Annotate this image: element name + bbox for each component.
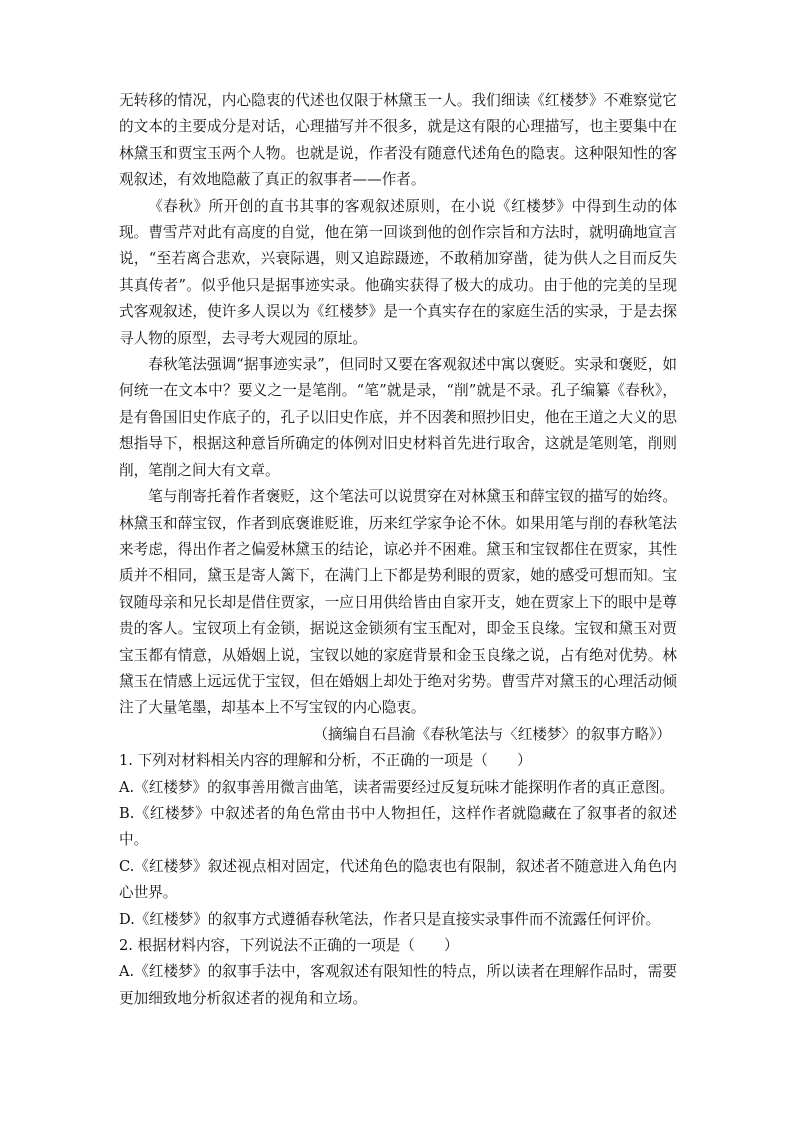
article-source: （摘编自石昌渝《春秋笔法与〈红楼梦〉的叙事方略》）	[313, 725, 671, 743]
question-1-option-d: D.《红楼梦》的叙事方式遵循春秋笔法，作者只是直接实录事件而不流露任何评价。	[119, 910, 661, 928]
question-1	[119, 748, 677, 933]
question-1-option-b: B.《红楼梦》中叙述者的角色常由书中人物担任，这样作者就隐藏在了叙事者的叙述中。	[119, 804, 677, 849]
question-2	[119, 933, 677, 1012]
article-paragraph-4: 笔与削寄托着作者褒贬，这个笔法可以说贯穿在对林黛玉和薛宝钗的描写的始终。林黛玉和薛宝钗，作者到底褒谁贬谁，历来红学家争论不休。如果用笔与削的春秋笔法来考虑，得出作者之偏爱林黛玉的结论，谅必并不困难。黛玉和宝钗都住在贾家，其性质并不相同，黛玉是寄人篱下，在满门上下都是势利眼的贾家，她的感受可想而知。宝钗随母亲和兄长却是借住贾家，一应日用供给皆由自家开支，她在贾家上下的眼中是尊贵的客人。宝钗项上有金锁，据说这金锁须有宝玉配对，即金玉良缘。宝钗和黛玉对贾宝玉都有情意，从婚姻上说，宝钗以她的家庭背景和金玉良缘之说，占有绝对优势。林黛玉在情感上远远优于宝钗，但在婚姻上却处于绝对劣势。曹雪芹对黛玉的心理活动倾注了大量笔墨，却基本上不写宝钗的内心隐衷。	[119, 488, 677, 717]
question-1-option-c: C.《红楼梦》叙述视点相对固定，代述角色的隐衷也有限制，叙述者不随意进入角色内心世界。	[119, 857, 677, 902]
article-paragraph-1: 无转移的情况，内心隐衷的代述也仅限于林黛玉一人。我们细读《红楼梦》不难察觉它的文本的主要成分是对话，心理描写并不很多，就是这有限的心理描写，也主要集中在林黛玉和贾宝玉两个人物。也就是说，作者没有随意代述角色的隐衷。这种限知性的客观叙述，有效地隐蔽了真正的叙事者——作者。	[119, 92, 677, 189]
question-2-option-a: A.《红楼梦》的叙事手法中，客观叙述有限知性的特点，所以读者在理解作品时，需要更加细致地分析叙述者的视角和立场。	[119, 963, 677, 1007]
article-paragraph-3: 春秋笔法强调“据事迹实录”，但同时又要在客观叙述中寓以褒贬。实录和褒贬，如何统一在文本中？要义之一是笔削。“笔”就是录，“削”就是不录。孔子编纂《春秋》，是有鲁国旧史作底子的，孔子以旧史作底，并不因袭和照抄旧史，他在王道之大义的思想指导下，根据这种意旨所确定的体例对旧史材料首先进行取舍，这就是笔则笔，削则削，笔削之间大有文章。	[119, 356, 677, 479]
document-body	[119, 88, 677, 1012]
question-1-option-a: A.《红楼梦》的叙事善用微言曲笔，读者需要经过反复玩味才能探明作者的真正意图。	[119, 778, 675, 796]
question-1-stem: 1. 下列对材料相关内容的理解和分析，不正确的一项是（ ）	[119, 752, 532, 770]
article-paragraph-2: 《春秋》所开创的直书其事的客观叙述原则，在小说《红楼梦》中得到生动的体现。曹雪芹对此有高度的自觉，他在第一回谈到他的创作宗旨和方法时，就明确地宣言说，“至若离合悲欢，兴衰际遇，则又追踪蹑迹，不敢稍加穿凿，徒为供人之目而反失其真传者”。似乎他只是据事迹实录。他确实获得了极大的成功。由于他的完美的呈现式客观叙述，使许多人误以为《红楼梦》是一个真实存在的家庭生活的实录，于是去探寻人物的原型，去寻考大观园的原址。	[119, 197, 677, 347]
question-2-stem: 2. 根据材料内容，下列说法不正确的一项是（ ）	[119, 937, 459, 954]
